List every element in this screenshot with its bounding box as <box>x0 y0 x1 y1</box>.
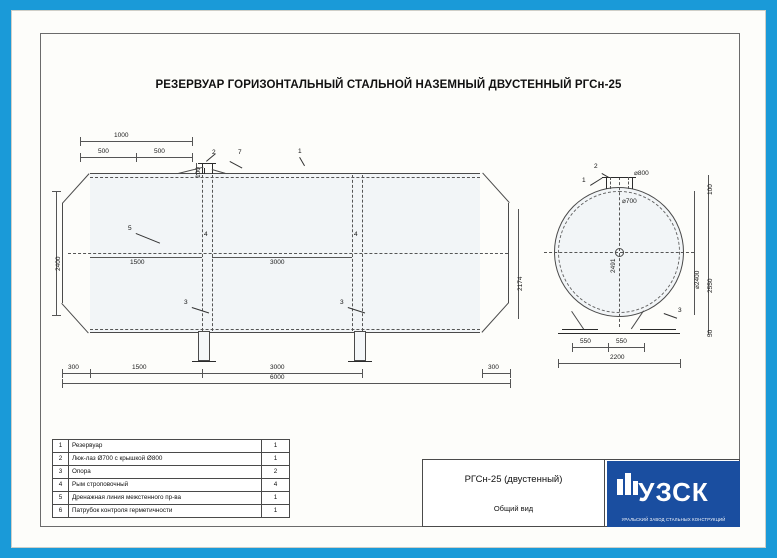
tick <box>80 153 81 162</box>
tick <box>572 343 573 352</box>
row-name: Патрубок контроля герметичности <box>69 505 262 518</box>
dim-line-2550 <box>708 195 709 329</box>
logo-text: УЗСК <box>638 477 709 507</box>
dim-100: 100 <box>707 184 714 195</box>
left-bottom-chamfer <box>61 303 89 333</box>
dim-line-2400 <box>56 191 57 315</box>
dim-line-2174 <box>518 209 519 319</box>
table-row <box>53 492 290 505</box>
dim-3000-b: 3000 <box>270 364 285 371</box>
left-top-chamfer <box>62 173 90 203</box>
row-no: 5 <box>53 492 69 505</box>
dim-line-300a <box>62 373 90 374</box>
table-row <box>53 440 290 453</box>
row-no: 3 <box>53 466 69 479</box>
leader-1 <box>590 178 602 186</box>
partition-2 <box>212 175 213 331</box>
dim-line-6000 <box>62 383 510 384</box>
support-right <box>354 331 366 361</box>
manhole-left <box>606 177 607 189</box>
table-row <box>53 466 290 479</box>
dim-700: ⌀700 <box>622 198 637 205</box>
dim-1500-a: 1500 <box>130 259 145 266</box>
dim-line-1500b <box>90 373 202 374</box>
table-row <box>53 505 290 518</box>
dim-300-a: 300 <box>68 364 79 371</box>
dim-line-300b <box>482 373 510 374</box>
lug-mark-1 <box>204 168 205 174</box>
dim-line-2400 <box>694 191 695 315</box>
tick <box>558 359 559 368</box>
dim-6000: 6000 <box>270 374 285 381</box>
callout-1: 1 <box>298 148 302 155</box>
dim-2174: 2174 <box>517 276 524 291</box>
specification-table <box>52 439 290 518</box>
dim-800: ⌀800 <box>634 170 649 177</box>
company-logo <box>607 461 740 527</box>
dim-line-550a <box>572 347 608 348</box>
row-qty: 1 <box>262 505 290 518</box>
dim-550-b: 550 <box>616 338 627 345</box>
dim-2400: 2400 <box>55 256 62 271</box>
row-name: Дренажная линия межстенного пр-ва <box>69 492 262 505</box>
dim-3000-a: 3000 <box>270 259 285 266</box>
support-left-base <box>192 361 216 362</box>
manhole-inner-right <box>628 177 629 189</box>
row-qty: 1 <box>262 453 290 466</box>
partition-4 <box>362 175 363 331</box>
row-name: Опора <box>69 466 262 479</box>
dim-100: 100 <box>195 167 202 178</box>
inner-shell-top <box>90 177 480 178</box>
support-right-base <box>348 361 372 362</box>
tick <box>362 369 363 378</box>
callout-4-left: 4 <box>204 231 208 238</box>
drawing-subtitle: Общий вид <box>493 504 534 513</box>
drawing-title: РЕЗЕРВУАР ГОРИЗОНТАЛЬНЫЙ СТАЛЬНОЙ НАЗЕМНЫЙ ДВУСТЕННЫЙ РГСн-25 <box>155 79 622 91</box>
callout-2: 2 <box>212 149 216 156</box>
dim-300-b: 300 <box>488 364 499 371</box>
leader-7 <box>230 161 243 168</box>
partition-1 <box>202 175 203 331</box>
center-mark <box>615 248 624 257</box>
inner-shell-bottom <box>90 329 480 330</box>
row-qty: 1 <box>262 492 290 505</box>
dim-500-b: 500 <box>154 148 165 155</box>
dim-line-1000 <box>80 141 192 142</box>
dim-line-2200 <box>558 363 680 364</box>
centerline-horizontal <box>68 253 508 254</box>
row-no: 2 <box>53 453 69 466</box>
leg-left-inner <box>571 311 584 330</box>
row-name: Люк-лаз Ø700 с крышкой Ø800 <box>69 453 262 466</box>
end-view <box>532 141 732 391</box>
ground-line <box>558 333 680 334</box>
manhole-inner-left <box>610 177 611 189</box>
dim-550-a: 550 <box>580 338 591 345</box>
dim-1500-b: 1500 <box>132 364 147 371</box>
dim-2491: 2491 <box>610 258 617 273</box>
tank-right-end <box>508 203 509 303</box>
callout-1: 1 <box>582 177 586 184</box>
title-block <box>422 459 740 527</box>
tick <box>62 369 63 378</box>
tick <box>80 137 81 146</box>
dim-2400: ⌀2400 <box>694 270 701 289</box>
callout-2: 2 <box>594 163 598 170</box>
tank-left-end <box>62 203 63 303</box>
dim-line-550b <box>608 347 644 348</box>
tick <box>510 369 511 378</box>
right-bottom-chamfer <box>481 302 509 332</box>
tick <box>90 369 91 378</box>
row-qty: 4 <box>262 479 290 492</box>
tick <box>202 369 203 378</box>
support-base-left <box>562 329 598 330</box>
logo-subtitle: УРАЛЬСКИЙ ЗАВОД СТАЛЬНЫХ КОНСТРУКЦИЙ <box>621 517 726 522</box>
tick <box>482 369 483 378</box>
table-row <box>53 453 290 466</box>
dim-line-3000a <box>212 257 352 258</box>
dim-50: 50 <box>707 329 714 337</box>
callout-3-right: 3 <box>340 299 344 306</box>
tick <box>608 343 609 352</box>
support-left <box>198 331 210 361</box>
manhole-right <box>632 177 633 189</box>
row-name: Резервуар <box>69 440 262 453</box>
tick <box>192 153 193 162</box>
leader-3 <box>664 313 677 319</box>
callout-7: 7 <box>238 149 242 156</box>
table-row <box>53 479 290 492</box>
support-base-right <box>640 329 676 330</box>
dim-2200: 2200 <box>610 354 625 361</box>
dim-line-500b <box>136 157 192 158</box>
dim-500-a: 500 <box>98 148 109 155</box>
manhole-cover <box>198 163 216 164</box>
callout-4-right: 4 <box>354 231 358 238</box>
dim-2550: 2550 <box>707 278 714 293</box>
callout-5: 5 <box>128 225 132 232</box>
tick <box>62 379 63 388</box>
row-qty: 1 <box>262 440 290 453</box>
right-top-chamfer <box>482 173 510 203</box>
row-qty: 2 <box>262 466 290 479</box>
row-no: 6 <box>53 505 69 518</box>
product-name: РГСн-25 (двустенный) <box>464 474 563 485</box>
tick <box>192 137 193 146</box>
row-no: 4 <box>53 479 69 492</box>
tick <box>680 359 681 368</box>
tick <box>52 191 61 192</box>
drawing-sheet <box>11 10 766 548</box>
dim-1000: 1000 <box>114 132 129 139</box>
tick <box>644 343 645 352</box>
row-name: Рым строповочный <box>69 479 262 492</box>
tick <box>510 379 511 388</box>
tick <box>136 153 137 162</box>
row-no: 1 <box>53 440 69 453</box>
tick <box>52 315 61 316</box>
title-block-text <box>423 460 605 526</box>
manhole-neck-left <box>202 163 203 174</box>
side-view <box>52 131 522 391</box>
callout-3: 3 <box>678 307 682 314</box>
dim-line-1500a <box>90 257 202 258</box>
callout-3-left: 3 <box>184 299 188 306</box>
leader-1 <box>299 157 305 166</box>
dim-line-500a <box>80 157 136 158</box>
